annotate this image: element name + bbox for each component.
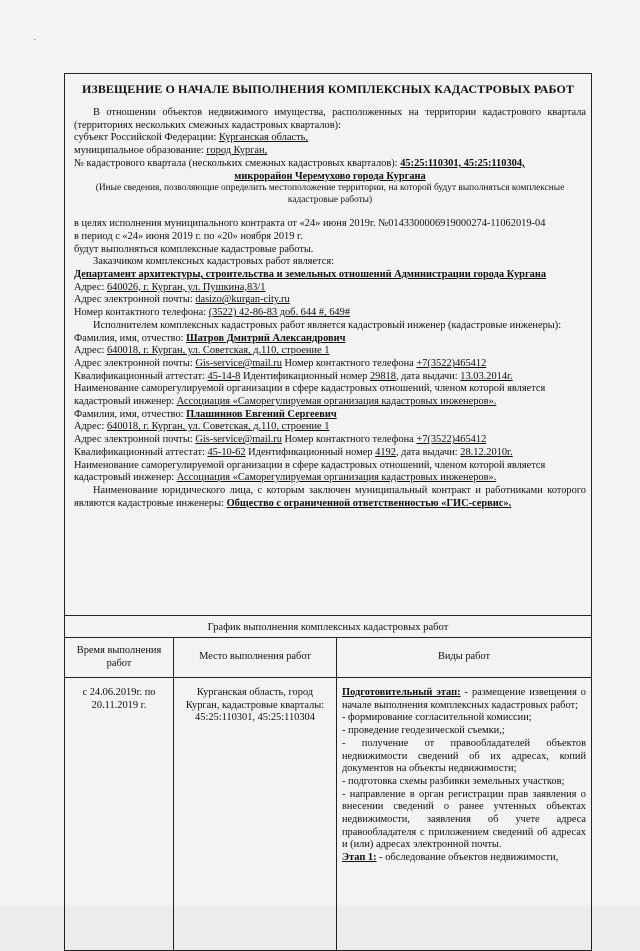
customer-heading: Заказчиком комплексных кадастровых работ является: — [93, 256, 334, 268]
cell-time: с 24.06.2019г. по 20.11.2019 г. — [65, 678, 174, 951]
subject-value: Курганская область, — [218, 132, 308, 144]
work-item: - проведение геодезической съемки,; — [342, 725, 505, 737]
notice-frame — [64, 73, 592, 905]
schedule-title: График выполнения комплексных кадастровых работ — [207, 622, 449, 633]
table-row — [65, 678, 592, 951]
subject-line: субъект Российской Федерации: Курганская область, — [74, 132, 308, 144]
notice-body — [74, 107, 586, 510]
engineer-1-address: Адрес: 640018, г. Курган, ул. Советская, д.110, строение 1 — [74, 345, 330, 357]
executor-heading: Исполнителем комплексных кадастровых работ является кадастровый инженер (кадастровые инженеры): — [93, 319, 562, 331]
engineer-2-fio: Фамилия, имя, отчество: Плашиннов Евгений Сергеевич — [74, 408, 337, 420]
scan-mark: · — [33, 34, 37, 46]
engineer-2-sro: Наименование саморегулируемой организации в сфере кадастровых отношений, членом которой является кадастровый инженер: Ассоциация «Саморегулируемая организация кадастровых инженеров». — [74, 459, 546, 484]
cell-works — [337, 678, 592, 951]
works-line: будут выполняться комплексные кадастровые работы. — [74, 243, 314, 255]
contract-line: в целях исполнения муниципального контракта от «24» июня 2019г. №0143300006919000274-11062019-04 — [74, 218, 546, 230]
municipality-value: город Курган, — [206, 145, 268, 157]
district-line — [74, 171, 586, 184]
quarter-value: 45:25:110301, 45:25:110304, — [400, 157, 525, 169]
engineer-2-cert: Квалификационный аттестат: 45-10-62 Идентификационный номер 4192, дата выдачи: 28.12.2010г. — [74, 446, 513, 458]
engineer-1-fio: Фамилия, имя, отчество: Шатров Дмитрий Александрович — [74, 332, 346, 344]
header-works: Виды работ — [337, 638, 592, 678]
other-info-note: (Иные сведения, позволяющие определить местоположение территории, на которой будут выполняться комплексные кадастровые работы) — [95, 183, 565, 205]
engineer-1-cert: Квалификационный аттестат: 45-14-8 Идентификационный номер 29818, дата выдачи: 13.03.2014г. — [74, 370, 513, 382]
period-line: в период с «24» июня 2019 г. по «20» ноября 2019 г. — [74, 230, 303, 242]
engineer-1-contacts: Адрес электронной почты: Gis-service@mail.ru Номер контактного телефона +7(3522)465412 — [74, 357, 487, 369]
cell-place: Курганская область, город Курган, кадастровые кварталы: 45:25:110301, 45:25:110304 — [174, 678, 337, 951]
customer-phone: Номер контактного телефона: (3522) 42-86-83 доб. 644 #, 649# — [74, 307, 351, 319]
work-item: - направление в орган регистрации прав заявления о внесении сведений о ранее учтенных объектах недвижимости, заявления об учете адреса правообладателя с приложением сведений об адресах и (или) адресах электронной почты. — [342, 788, 586, 851]
schedule-divider — [65, 615, 591, 616]
schedule-table — [64, 637, 592, 951]
work-item: - формирование согласительной комиссии; — [342, 712, 532, 724]
header-time: Время выполнения работ — [65, 638, 174, 678]
stage-prep: Подготовительный этап: - размещение извещения о начале выполнения комплексных кадастровых работ; — [342, 687, 587, 711]
district-value: микрорайон Черемухово города Кургана — [234, 170, 426, 182]
customer-address: Адрес: 640026, г. Курган, ул. Пушкина,83/1 — [74, 281, 266, 293]
intro-paragraph: В отношении объектов недвижимого имущества, расположенных на территории кадастрового квартала (территориях нескольких смежных кадастровых кварталов): — [74, 107, 586, 131]
stage-1: Этап 1: - обследование объектов недвижимости, — [342, 852, 559, 864]
header-place: Место выполнения работ — [174, 638, 337, 678]
engineer-2-contacts: Адрес электронной почты: Gis-service@mail.ru Номер контактного телефона +7(3522)465412 — [74, 434, 487, 446]
customer-email: Адрес электронной почты: dasizo@kurgan-city.ru — [74, 294, 290, 306]
customer-name: Департамент архитектуры, строительства и земельных отношений Администрации города Кургана — [74, 269, 547, 281]
table-header-row — [65, 638, 592, 678]
legal-entity-paragraph: Наименование юридического лица, с которым заключен муниципальный контракт и работниками которого являются кадастровые инженеры: Общество с ограниченной ответственностью «ГИС-сервис». — [74, 484, 586, 509]
work-item: - получение от правообладателей объектов недвижимости сведений об их адресах, копий документов на объекты недвижимости; — [342, 737, 586, 775]
legal-entity-name: Общество с ограниченной ответственностью «ГИС-сервис». — [226, 497, 512, 509]
document-title: ИЗВЕЩЕНИЕ О НАЧАЛЕ ВЫПОЛНЕНИЯ КОМПЛЕКСНЫХ КАДАСТРОВЫХ РАБОТ — [81, 82, 575, 96]
quarter-line: № кадастрового квартала (нескольких смежных кадастровых кварталов): 45:25:110301, 45:25:110304, — [74, 157, 525, 169]
work-item: - подготовка схемы разбивки земельных участков; — [342, 775, 565, 787]
engineer-2-address: Адрес: 640018, г. Курган, ул. Советская, д.110, строение 1 — [74, 421, 330, 433]
municipality-line: муниципальное образование: город Курган, — [74, 145, 268, 157]
engineer-1-sro: Наименование саморегулируемой организации в сфере кадастровых отношений, членом которой является кадастровый инженер: Ассоциация «Саморегулируемая организация кадастровых инженеров». — [74, 383, 546, 408]
